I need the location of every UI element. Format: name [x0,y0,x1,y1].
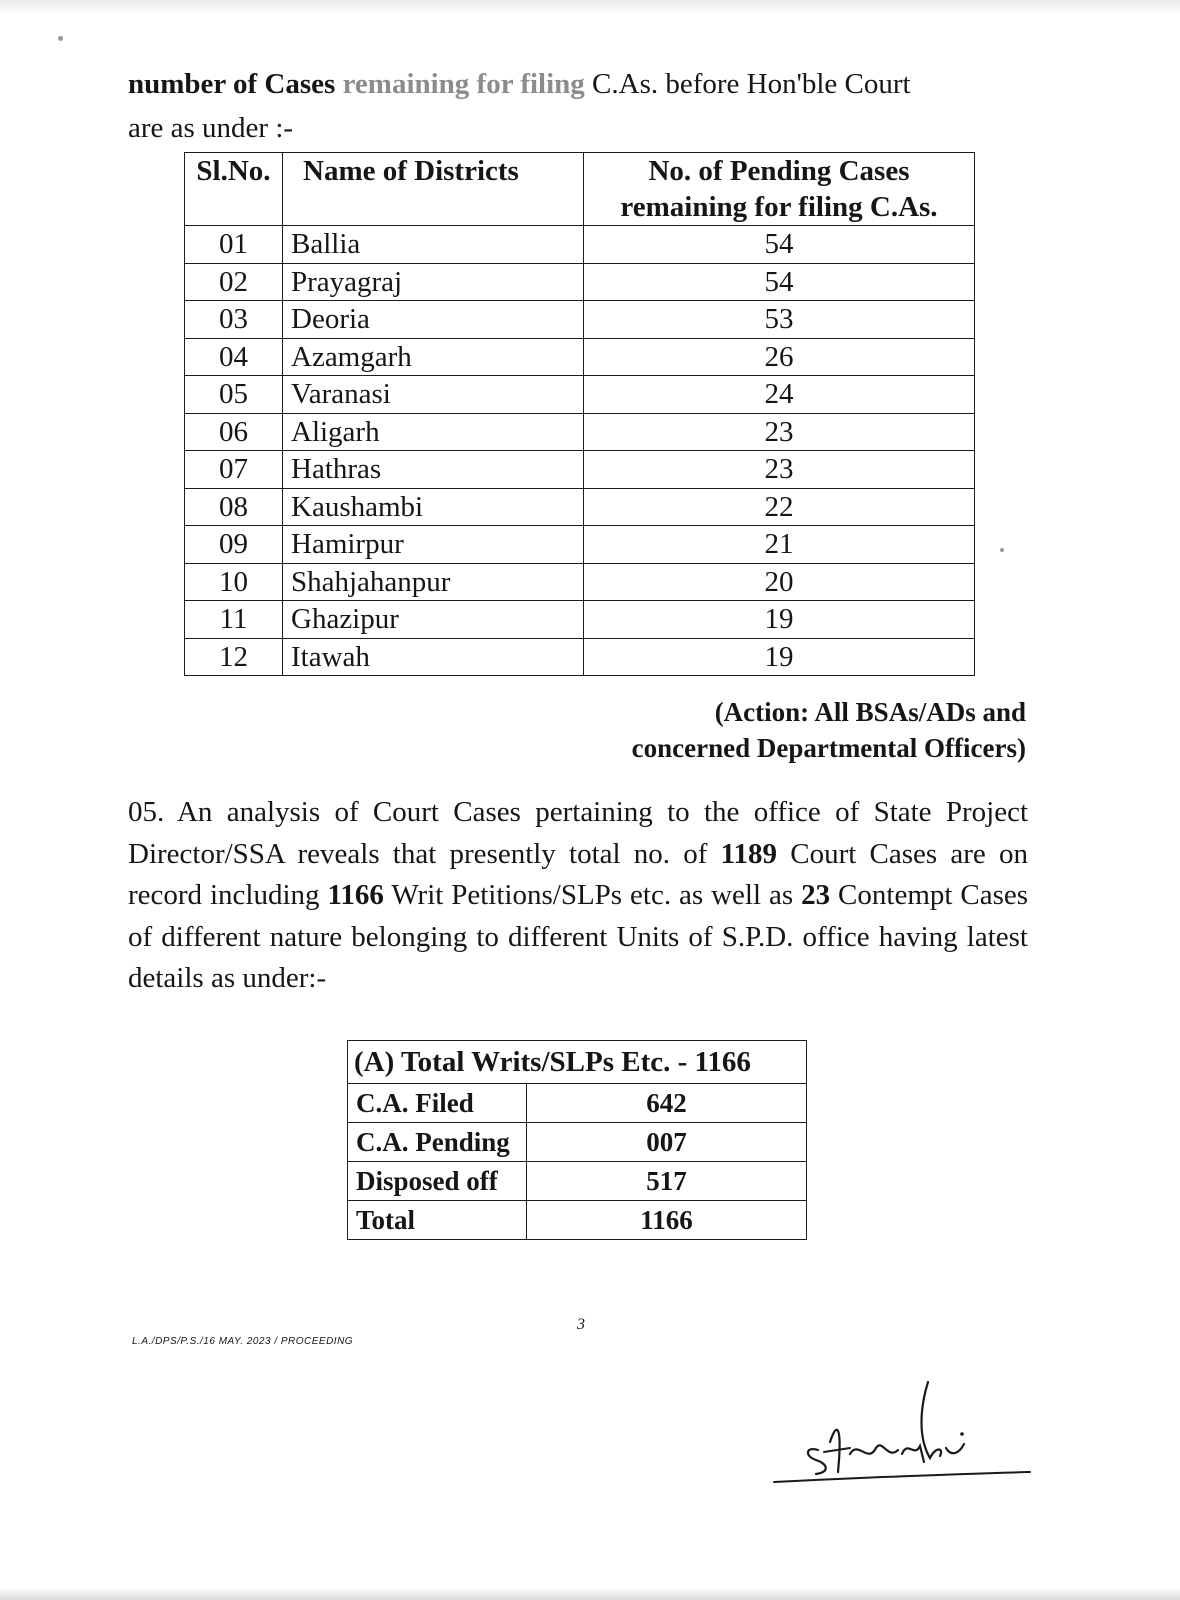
cell-count: 53 [584,301,975,339]
scan-top-edge [0,0,1180,14]
scan-speck [58,36,63,41]
summary-value: 642 [527,1084,807,1123]
cell-count: 20 [584,563,975,601]
intro-text-under: are as under :- [128,112,294,144]
cell-count: 21 [584,526,975,564]
cell-district: Ghazipur [283,601,584,639]
cell-count: 23 [584,413,975,451]
cell-count: 54 [584,263,975,301]
cell-count: 19 [584,638,975,676]
cell-sl: 02 [185,263,283,301]
summary-row [348,1123,807,1162]
cell-district: Hathras [283,451,584,489]
table-row [185,601,975,639]
para-text: Contempt Cases of different nature belonging to different Units of S.P.D. office having latest details as under:- [128,879,1029,994]
para-count-total: 1189 [720,837,778,870]
scan-speck [1000,548,1004,552]
para-text: Writ Petitions/SLPs etc. as well as [391,879,794,911]
header-pending-line2: remaining for filing C.As. [620,191,938,223]
cell-district: Deoria [283,301,584,339]
cell-count: 54 [584,226,975,264]
cell-district: Hamirpur [283,526,584,564]
paragraph-05 [128,792,1028,1000]
summary-label: Disposed off [348,1162,527,1201]
table-row [185,226,975,264]
cell-sl: 07 [185,451,283,489]
action-note [632,694,1026,766]
para-text: 05. An analysis of Court Cases pertaining to the office of State Project Director/SSA reveals that presently total no. of [128,796,1028,870]
cell-district: Azamgarh [283,338,584,376]
intro-text-bold: number of Cases [128,68,336,100]
footer-reference: L.A./DPS/P.S./16 MAY. 2023 / PROCEEDING [132,1336,354,1347]
summary-title-row [348,1041,807,1084]
header-pending-line1: No. of Pending Cases [648,155,910,187]
header-pending-cases [584,153,975,226]
table-row [185,338,975,376]
table-row [185,488,975,526]
table-row [185,563,975,601]
cell-sl: 03 [185,301,283,339]
cell-sl: 01 [185,226,283,264]
summary-value: 1166 [527,1201,807,1240]
table-row [185,451,975,489]
cell-sl: 06 [185,413,283,451]
intro-text-court: before Hon'ble Court [665,68,911,100]
para-count-writs: 1166 [327,879,384,911]
cell-sl: 10 [185,563,283,601]
summary-label: Total [348,1201,527,1240]
cell-district: Varanasi [283,376,584,414]
table-row [185,301,975,339]
cell-sl: 09 [185,526,283,564]
table-row [185,413,975,451]
summary-label: C.A. Filed [348,1084,527,1123]
page-number: 3 [577,1316,585,1333]
table-header-row [185,153,975,226]
summary-row [348,1162,807,1201]
action-line2: concerned Departmental Officers) [631,733,1026,763]
para-text: Court Cases are on record including [128,837,1029,911]
cell-count: 24 [584,376,975,414]
table-row [185,263,975,301]
summary-label: C.A. Pending [348,1123,527,1162]
cell-count: 19 [584,601,975,639]
cell-sl: 08 [185,488,283,526]
cell-district: Shahjahanpur [283,563,584,601]
action-line1: (Action: All BSAs/ADs and [714,697,1026,727]
cell-district: Aligarh [283,413,584,451]
header-sl-no: Sl.No. [185,153,283,226]
summary-row [348,1084,807,1123]
pending-cases-table [184,152,975,676]
cell-sl: 05 [185,376,283,414]
table-row [185,376,975,414]
intro-paragraph [128,62,1028,150]
signature [768,1378,1038,1488]
intro-text-cas: C.As. [592,68,659,100]
para-count-contempt: 23 [801,879,831,911]
summary-value: 517 [527,1162,807,1201]
cell-count: 23 [584,451,975,489]
writs-summary-table [347,1040,807,1240]
table-row [185,638,975,676]
cell-district: Prayagraj [283,263,584,301]
summary-title: (A) Total Writs/SLPs Etc. - 1166 [348,1041,807,1084]
intro-text-faded: remaining for filing [342,68,585,100]
table-row [185,526,975,564]
scan-bottom-edge [0,1588,1180,1600]
cell-count: 26 [584,338,975,376]
cell-district: Ballia [283,226,584,264]
summary-value: 007 [527,1123,807,1162]
cell-sl: 11 [185,601,283,639]
cell-sl: 04 [185,338,283,376]
cell-count: 22 [584,488,975,526]
cell-district: Itawah [283,638,584,676]
cell-district: Kaushambi [283,488,584,526]
header-district-name: Name of Districts [283,153,584,226]
summary-row [348,1201,807,1240]
cell-sl: 12 [185,638,283,676]
